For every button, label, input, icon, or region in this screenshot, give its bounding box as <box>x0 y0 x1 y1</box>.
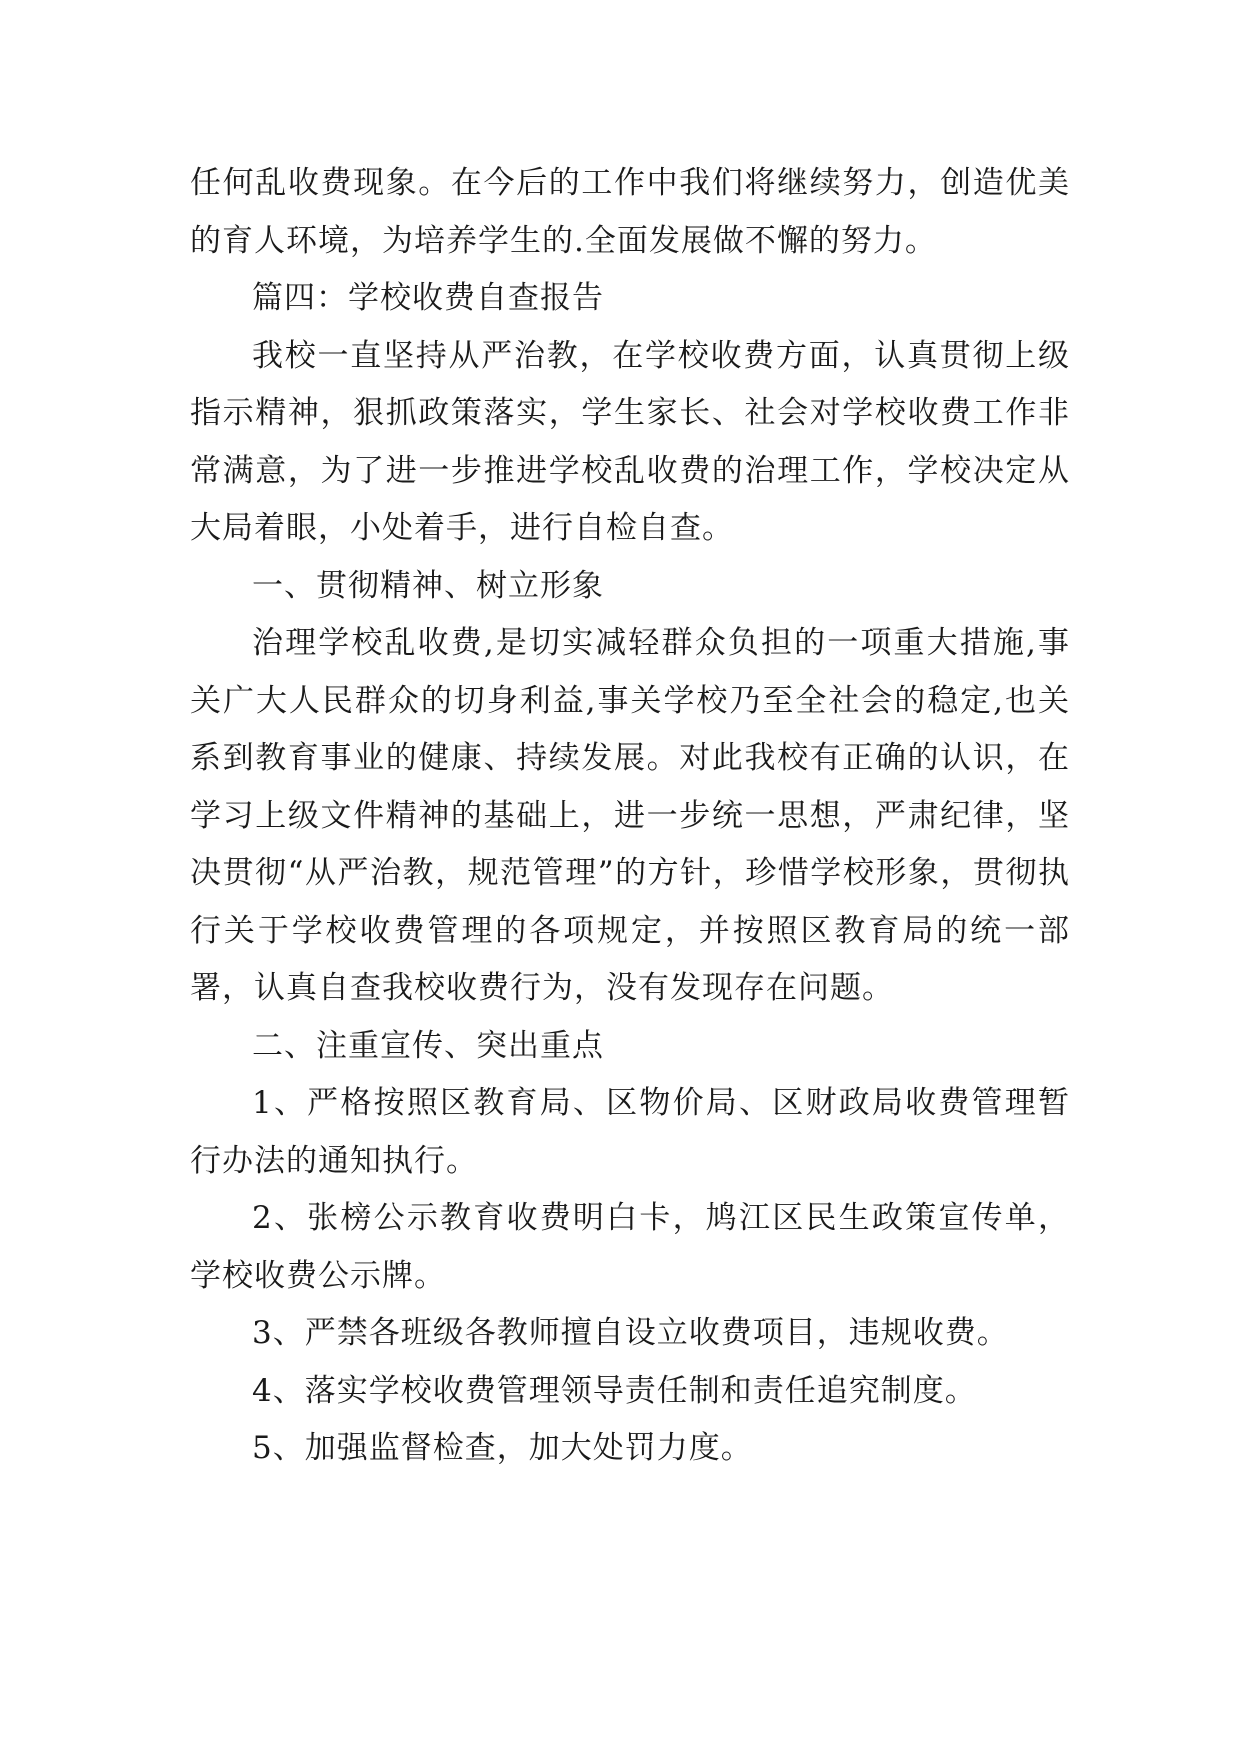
paragraph-section-one: 治理学校乱收费,是切实减轻群众负担的一项重大措施,事关广大人民群众的切身利益,事关学校乃至全社会的稳定,也关系到教育事业的健康、持续发展。对此我校有正确的认识，在学习上级文件精神的基础上，进一步统一思想，严肃纪律，坚决贯彻“从严治教，规范管理”的方针，珍惜学校形象，贯彻执行关于学校收费管理的各项规定，并按照区教育局的统一部署，认真自查我校收费行为，没有发现存在问题。 <box>190 625 1070 1006</box>
heading-section-one: 一、贯彻精神、树立形象 <box>252 567 604 604</box>
paragraph-intro: 我校一直坚持从严治教，在学校收费方面，认真贯彻上级指示精神，狠抓政策落实，学生家长、社会对学校收费工作非常满意，为了进一步推进学校乱收费的治理工作，学校决定从大局着眼，小处着手，进行自检自查。 <box>190 337 1070 546</box>
list-item-1: 1、严格按照区教育局、区物价局、区财政局收费管理暂行办法的通知执行。 <box>190 1085 1070 1179</box>
paragraph-closing-remarks: 任何乱收费现象。在今后的工作中我们将继续努力，创造优美的育人环境，为培养学生的.全面发展做不懈的努力。 <box>190 165 1070 259</box>
list-item-3: 3、严禁各班级各教师擅自设立收费项目，违规收费。 <box>252 1315 1009 1351</box>
list-item-2: 2、张榜公示教育收费明白卡，鸠江区民生政策宣传单，学校收费公示牌。 <box>190 1200 1070 1294</box>
list-item-4: 4、落实学校收费管理领导责任制和责任追究制度。 <box>252 1372 977 1409</box>
section-title-part-four: 篇四：学校收费自查报告 <box>252 280 604 316</box>
heading-section-two: 二、注重宣传、突出重点 <box>252 1027 604 1064</box>
list-item-5: 5、加强监督检查，加大处罚力度。 <box>252 1430 753 1466</box>
document-body <box>190 155 1070 1478</box>
